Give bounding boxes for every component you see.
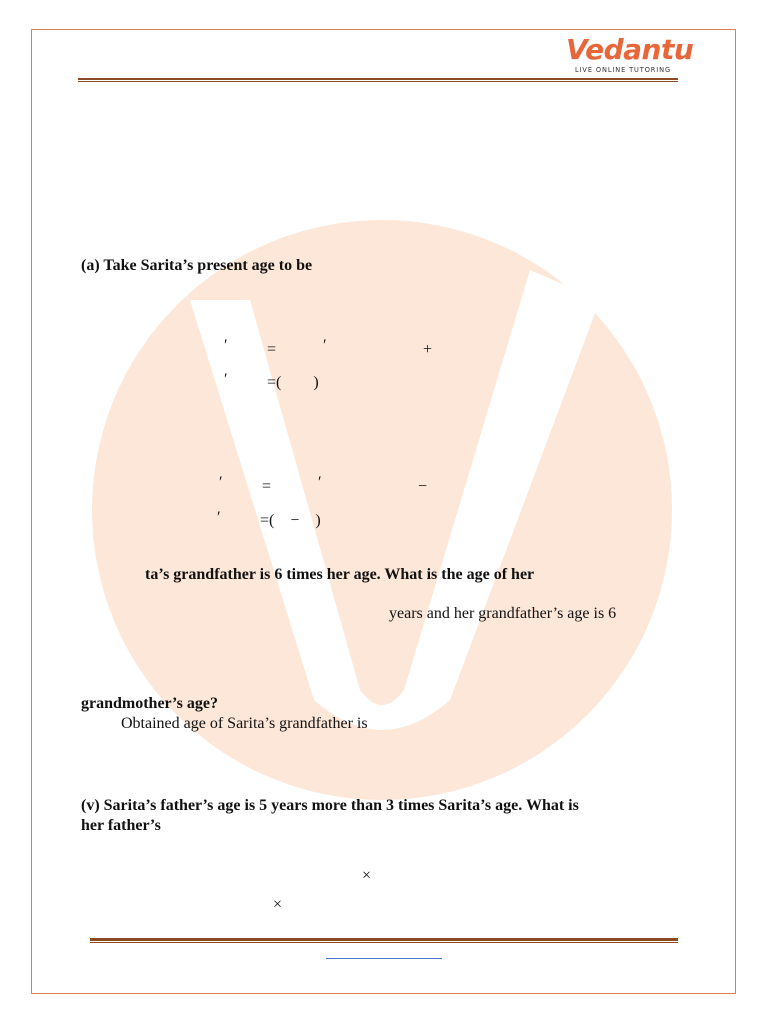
eq3-prime-1: ′ [219,474,223,491]
question-v-line2: her father’s [81,817,161,834]
logo-brand: Vedantu [566,33,694,66]
question-v-line1: (v) Sarita’s father’s age is 5 years more than 3 times Sarita’s age. What is [81,797,579,814]
eq2-rhs: =( ) [267,374,319,391]
logo-tagline: LIVE ONLINE TUTORING [575,66,671,74]
vedantu-logo [566,33,694,74]
eq3-equals: = [262,478,272,495]
eq2-prime: ′ [224,371,228,388]
footer-link[interactable] [326,958,442,959]
header-rule [78,78,678,82]
answer-grandfather: years and her grandfather’s age is 6 [389,605,617,622]
eq1-prime-2: ′ [323,337,327,354]
times-sign-1: × [362,867,372,884]
question-a: (a) Take Sarita’s present age to be [81,257,313,274]
eq1-plus: + [423,341,433,358]
question-grandmother: grandmother’s age? [81,695,219,712]
footer-rule [90,938,678,943]
obtained-age-text: Obtained age of Sarita’s grandfather is [121,715,368,732]
times-sign-2: × [273,896,283,913]
eq3-minus: − [418,478,428,495]
eq1-prime-1: ′ [224,337,228,354]
eq1-equals: = [267,341,277,358]
eq4-prime: ′ [217,509,221,526]
question-grandfather: ta’s grandfather is 6 times her age. What is the age of her [145,566,535,583]
eq4-rhs: =( − ) [260,512,321,529]
eq3-prime-2: ′ [318,474,322,491]
